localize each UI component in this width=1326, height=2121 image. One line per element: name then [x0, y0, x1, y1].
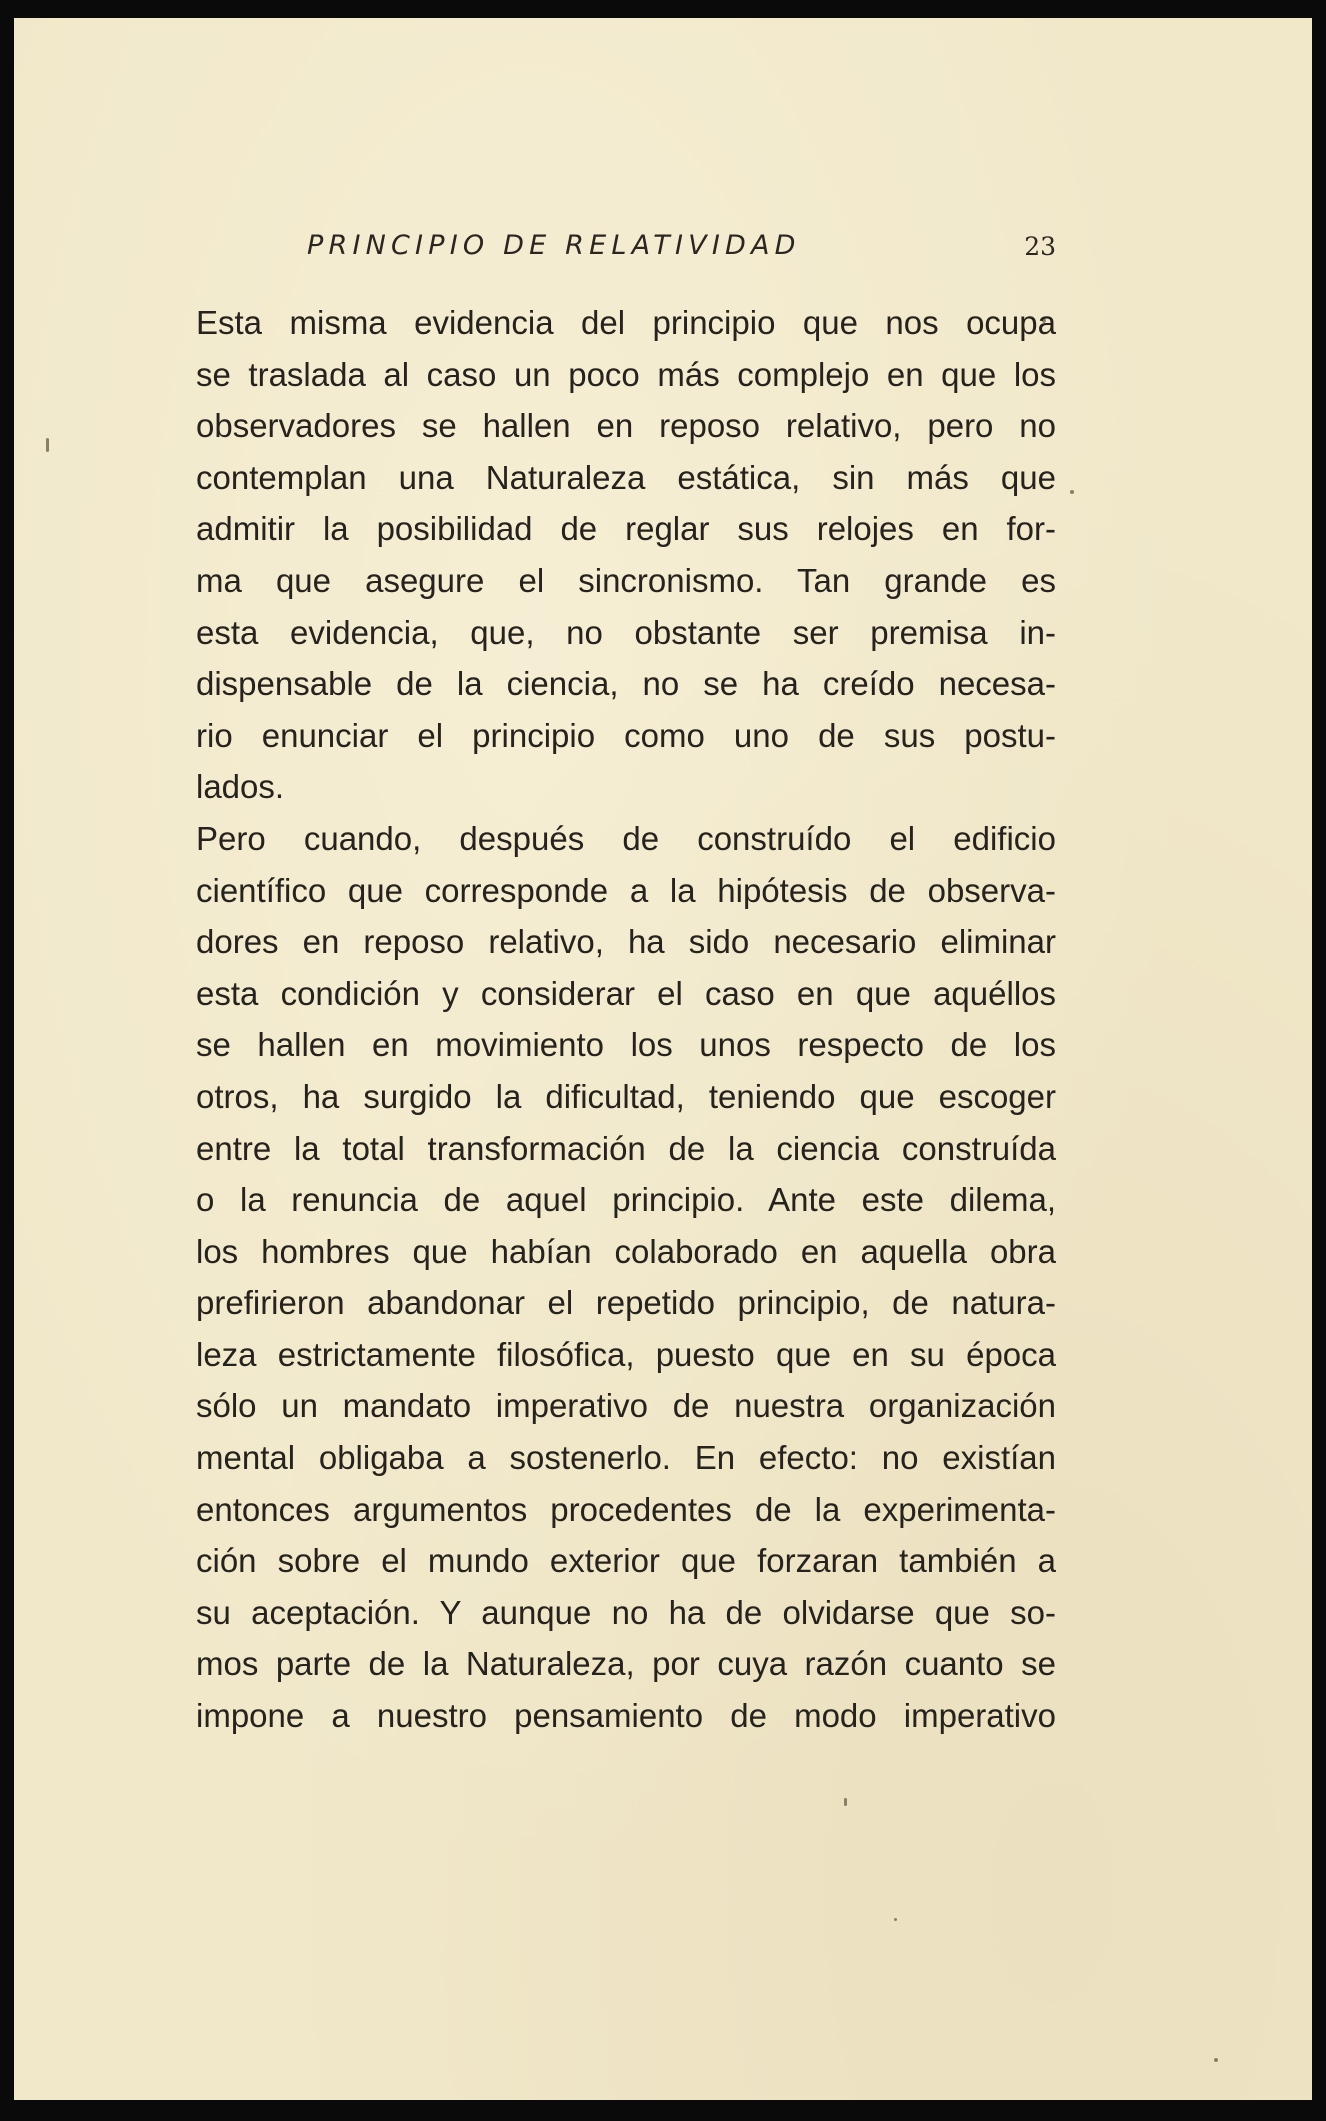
text-line: ma que asegure el sincronismo. Tan grande es: [196, 561, 1056, 599]
text-line: otros, ha surgido la dificultad, teniendo que escoger: [196, 1077, 1056, 1115]
text-line: observadores se hallen en reposo relativo, pero no: [196, 407, 1056, 445]
paper-speck: [844, 1798, 847, 1806]
text-line: Pero cuando, después de construído el edificio: [196, 819, 1056, 857]
text-line: sólo un mandato imperativo de nuestra organización: [196, 1387, 1056, 1425]
paper-speck: [46, 438, 49, 452]
text-line: dores en reposo relativo, ha sido necesario eliminar: [196, 923, 1056, 961]
paper-speck: [894, 1918, 897, 1921]
text-line: se hallen en movimiento los unos respecto de los: [196, 1026, 1056, 1064]
text-line: mos parte de la Naturaleza, por cuya razón cuanto se: [196, 1645, 1056, 1683]
text-line: lados.: [196, 768, 285, 806]
text-line: dispensable de la ciencia, no se ha creído necesa-: [196, 665, 1056, 703]
text-line: esta evidencia, que, no obstante ser premisa in-: [196, 613, 1056, 651]
text-line: Esta misma evidencia del principio que nos ocupa: [196, 304, 1056, 341]
text-line: los hombres que habían colaborado en aquella obra: [196, 1232, 1056, 1270]
text-line: impone a nuestro pensamiento de modo imperativo: [196, 1697, 1056, 1735]
text-line: su aceptación. Y aunque no ha de olvidarse que so-: [196, 1593, 1056, 1631]
text-line: admitir la posibilidad de reglar sus relojes en for-: [196, 510, 1056, 548]
page-number: 23: [1024, 232, 1056, 261]
text-line: prefirieron abandonar el repetido principio, de natura-: [196, 1284, 1056, 1322]
text-line: mental obligaba a sostenerlo. En efecto: no existían: [196, 1439, 1056, 1477]
text-line: rio enunciar el principio como uno de sus postu-: [196, 716, 1056, 754]
running-header: [152, 222, 1056, 262]
text-line: entre la total transformación de la ciencia construída: [196, 1129, 1056, 1167]
paragraph: [152, 297, 1056, 813]
text-line: entonces argumentos procedentes de la experimenta-: [196, 1490, 1056, 1528]
text-line: se traslada al caso un poco más complejo en que los: [196, 355, 1056, 393]
body-text: [152, 297, 1056, 1742]
text-line: ción sobre el mundo exterior que forzaran también a: [196, 1542, 1056, 1580]
text-line: científico que corresponde a la hipótesis de observa-: [196, 871, 1056, 909]
text-line: o la renuncia de aquel principio. Ante este dilema,: [196, 1181, 1056, 1219]
paper-speck: [1214, 2058, 1218, 2062]
text-line: esta condición y considerar el caso en que aquéllos: [196, 974, 1056, 1012]
paragraph: [152, 813, 1056, 1742]
text-line: leza estrictamente filosófica, puesto que en su época: [196, 1335, 1056, 1373]
text-line: contemplan una Naturaleza estática, sin más que: [196, 458, 1056, 496]
paper-speck: [1070, 490, 1074, 494]
running-title: PRINCIPIO DE RELATIVIDAD: [307, 230, 801, 261]
